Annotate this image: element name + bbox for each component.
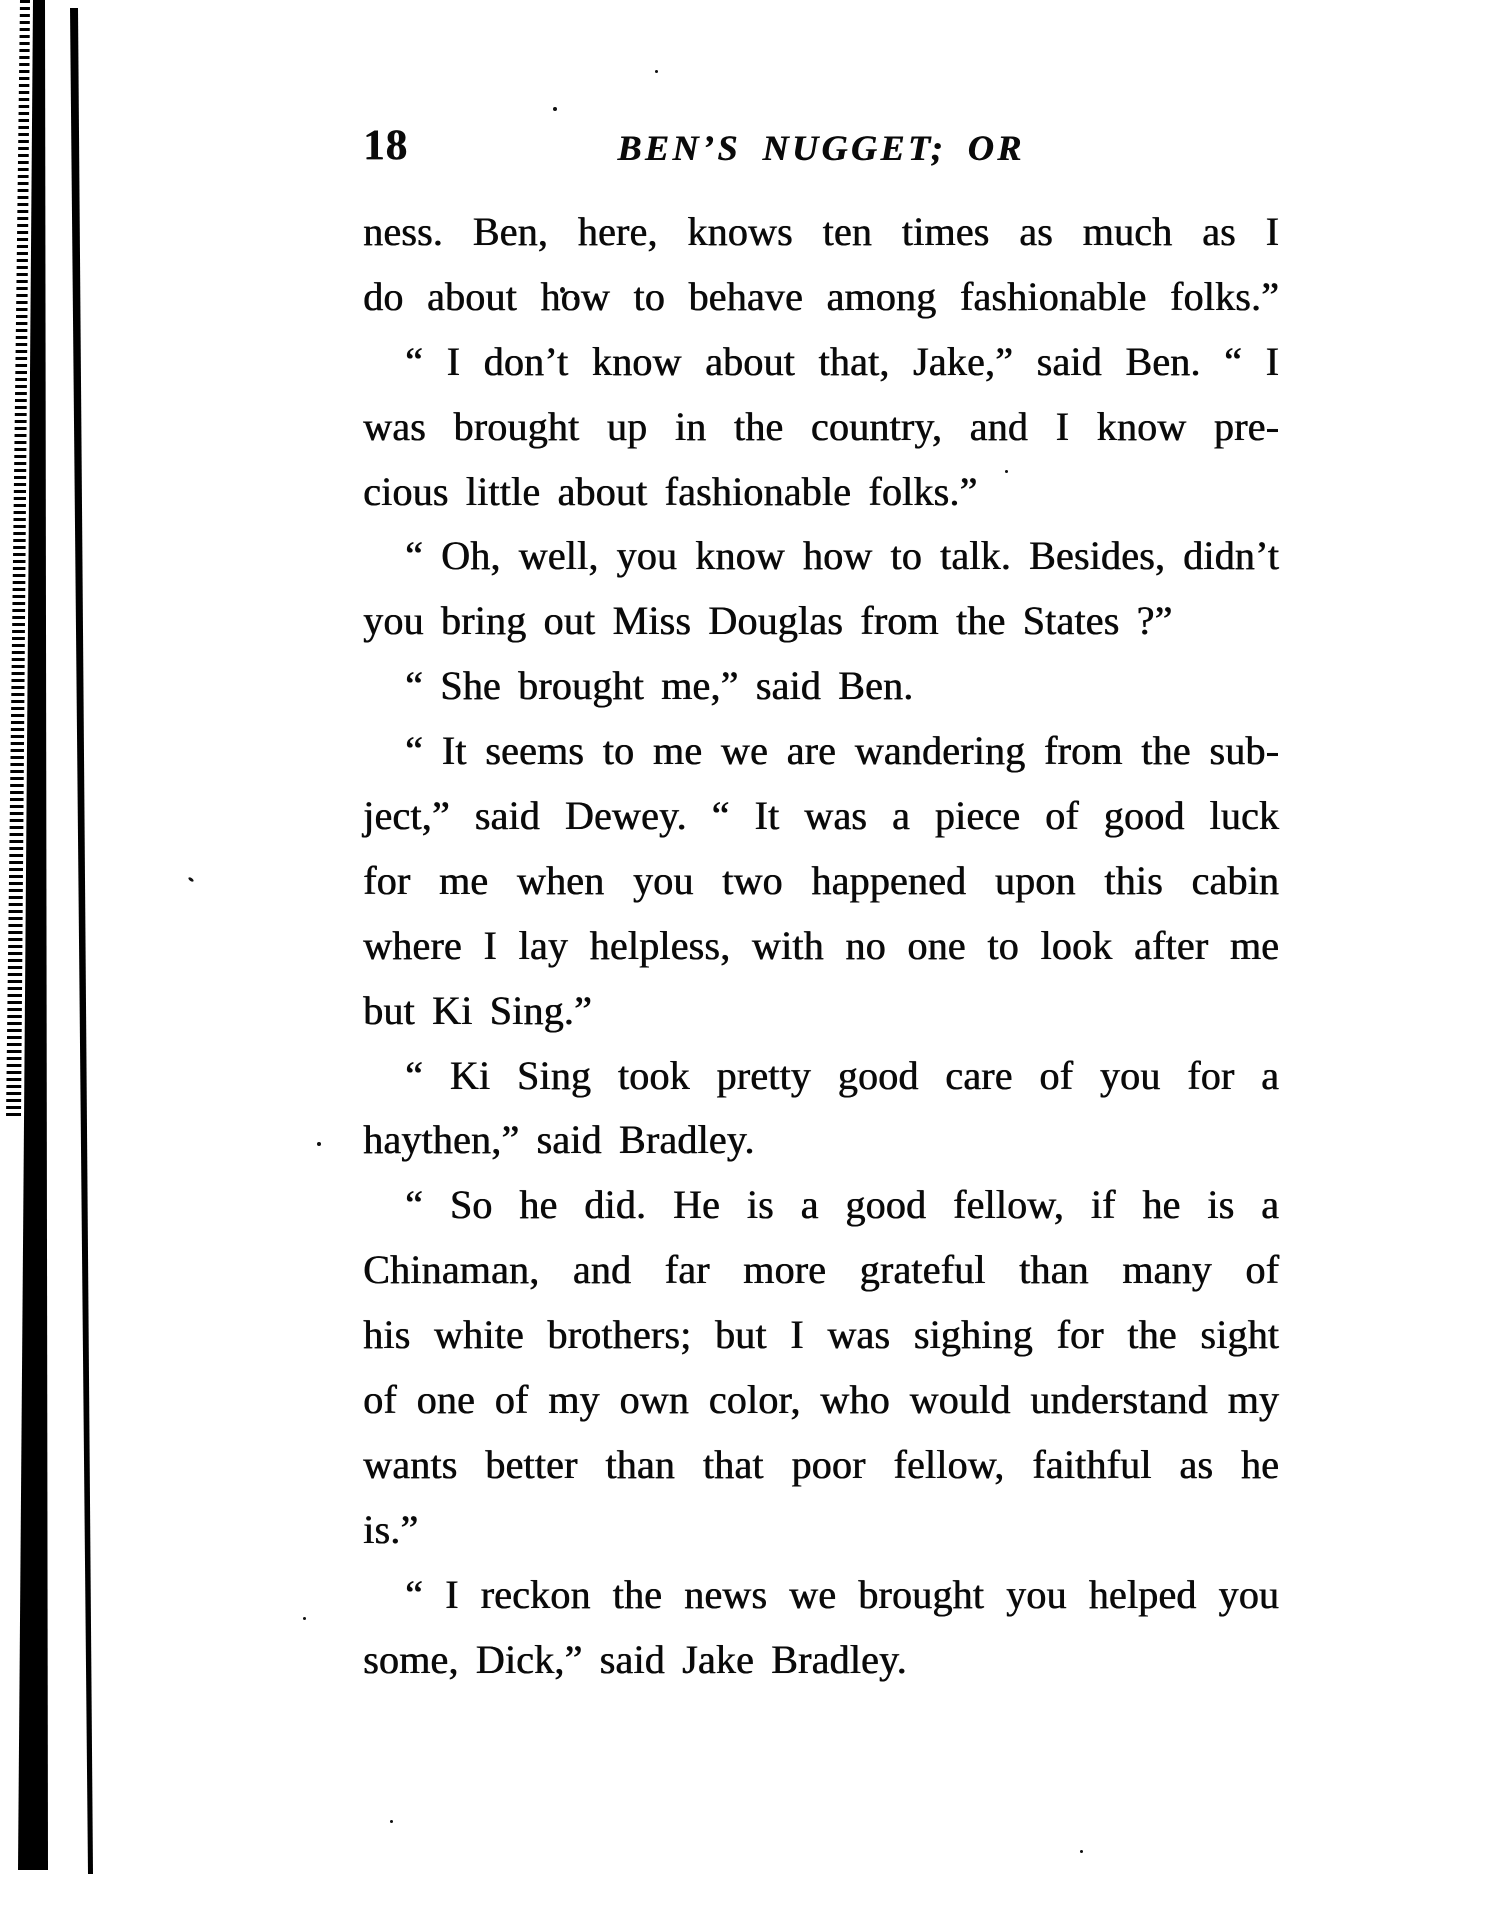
text-line: Chinaman, and far more grateful than many of <box>363 1247 1279 1293</box>
scan-speck <box>317 1142 321 1146</box>
body-text <box>363 200 1279 1692</box>
text-line: “ I don’t know about that, Jake,” said Ben. “ I <box>405 338 1279 384</box>
text-line: ness. Ben, here, knows ten times as much as I <box>363 209 1279 254</box>
text-line: “ I reckon the news we brought you helped you <box>405 1571 1279 1617</box>
text-line: cious little about fashionable folks.” <box>363 468 978 514</box>
text-line: wants better than that poor fellow, faithful as he <box>363 1441 1279 1487</box>
text-line: “ It seems to me we are wandering from the sub- <box>405 728 1279 774</box>
text-line: but Ki Sing.” <box>363 987 592 1033</box>
running-title: BEN’S NUGGET; OR <box>617 128 1025 168</box>
text-line: his white brothers; but I was sighing for the sight <box>363 1312 1279 1358</box>
text-line: “ Oh, well, you know how to talk. Besides, didn’t <box>405 533 1279 579</box>
page-number: 18 <box>363 122 408 169</box>
text-line: “ So he did. He is a good fellow, if he is a <box>405 1182 1279 1228</box>
text-line: “ She brought me,” said Ben. <box>405 663 914 709</box>
text-line: “ Ki Sing took pretty good care of you for a <box>405 1052 1279 1098</box>
text-line: do about how to behave among fashionable folks.” <box>363 273 1279 319</box>
page-edge-line <box>60 8 105 1874</box>
scan-speck <box>1080 1850 1083 1853</box>
text-line: haythen,” said Bradley. <box>363 1117 755 1163</box>
text-line: some, Dick,” said Jake Bradley. <box>363 1636 907 1682</box>
scan-speck <box>390 1820 393 1823</box>
scan-speck <box>303 1617 306 1620</box>
text-line: ject,” said Dewey. “ It was a piece of good luck <box>363 793 1279 839</box>
text-line: where I lay helpless, with no one to look after me <box>363 922 1279 968</box>
running-header <box>363 122 1279 170</box>
scan-speck <box>188 877 195 883</box>
text-line: of one of my own color, who would understand my <box>363 1377 1279 1423</box>
scan-speck <box>553 107 557 111</box>
text-line: you bring out Miss Douglas from the States ?” <box>363 598 1173 644</box>
text-line: for me when you two happened upon this cabin <box>363 857 1279 903</box>
scan-speck <box>655 70 658 73</box>
text-line: was brought up in the country, and I know pre- <box>363 403 1279 449</box>
text-line: is.” <box>363 1506 419 1552</box>
